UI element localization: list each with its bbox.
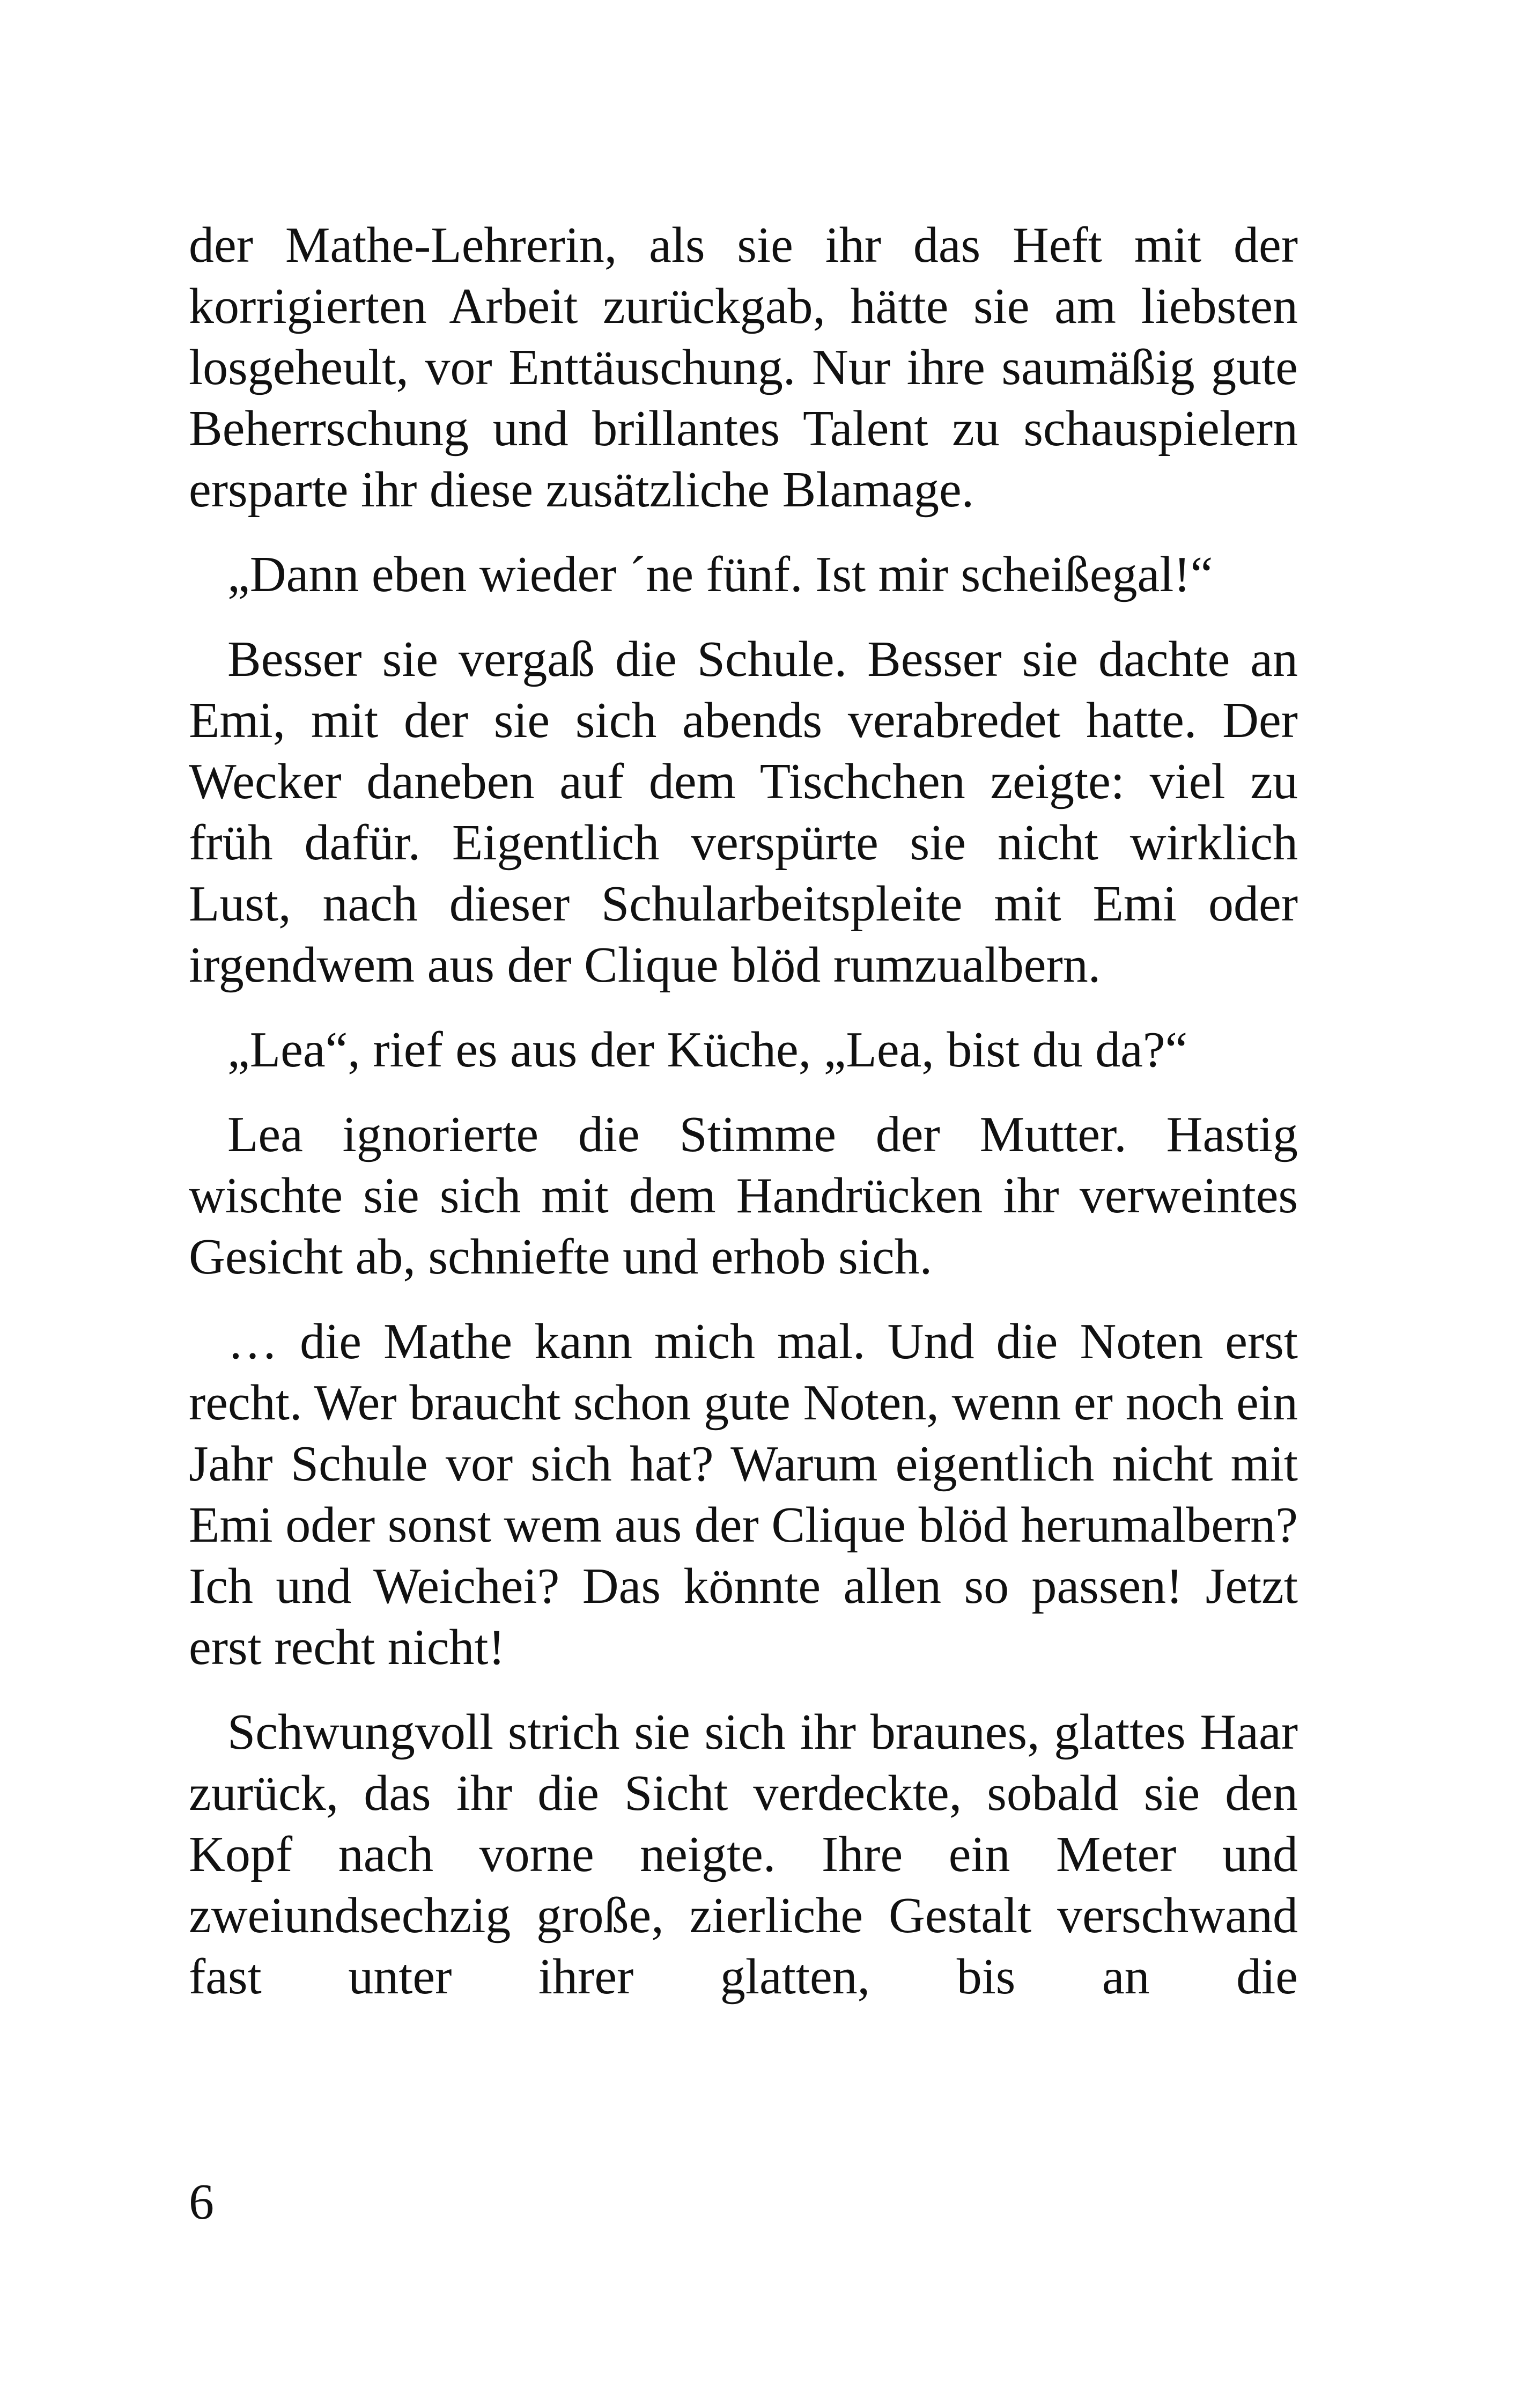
- paragraph-3: Besser sie vergaß die Schule. Besser sie dachte an Emi, mit der sie sich abends verabredet hatte. Der Wecker daneben auf dem Tischchen zeigte: viel zu früh dafür. Eigentlich verspürte sie nicht wirklich Lust, nach dieser Schularbeitspleite mit Emi oder irgendwem aus der Clique blöd rumzualbern.: [189, 631, 1298, 993]
- page-number: 6: [189, 2174, 214, 2230]
- paragraph-1: der Mathe-Lehrerin, als sie ihr das Heft mit der korrigierten Arbeit zurückgab, hätte sie am liebsten losgeheult, vor Enttäuschung. Nur ihre saumäßig gute Beherrschung und brillantes Talent zu schauspielern ersparte ihr diese zusätzliche Blamage.: [189, 217, 1298, 518]
- paragraph-4: „Lea“, rief es aus der Küche, „Lea, bist du da?“: [227, 1022, 1188, 1078]
- body-text: [189, 215, 1298, 2007]
- paragraph-5: Lea ignorierte die Stimme der Mutter. Hastig wischte sie sich mit dem Handrücken ihr verweintes Gesicht ab, schniefte und erhob sich.: [189, 1107, 1298, 1285]
- paragraph-7: Schwungvoll strich sie sich ihr braunes, glattes Haar zurück, das ihr die Sicht verdeckte, sobald sie den Kopf nach vorne neigte. Ihre ein Meter und zweiundsechzig große, zierliche Gestalt verschwand fast unter ihrer glatten, bis an die: [189, 1704, 1298, 2005]
- paragraph-6: … die Mathe kann mich mal. Und die Noten erst recht. Wer braucht schon gute Noten, wenn er noch ein Jahr Schule vor sich hat? Warum eigentlich nicht mit Emi oder sonst wem aus der Clique blöd herumalbern? Ich und Weichei? Das könnte allen so passen! Jetzt erst recht nicht!: [189, 1314, 1298, 1675]
- paragraph-2: „Dann eben wieder ´ne fünf. Ist mir scheißegal!“: [227, 547, 1213, 602]
